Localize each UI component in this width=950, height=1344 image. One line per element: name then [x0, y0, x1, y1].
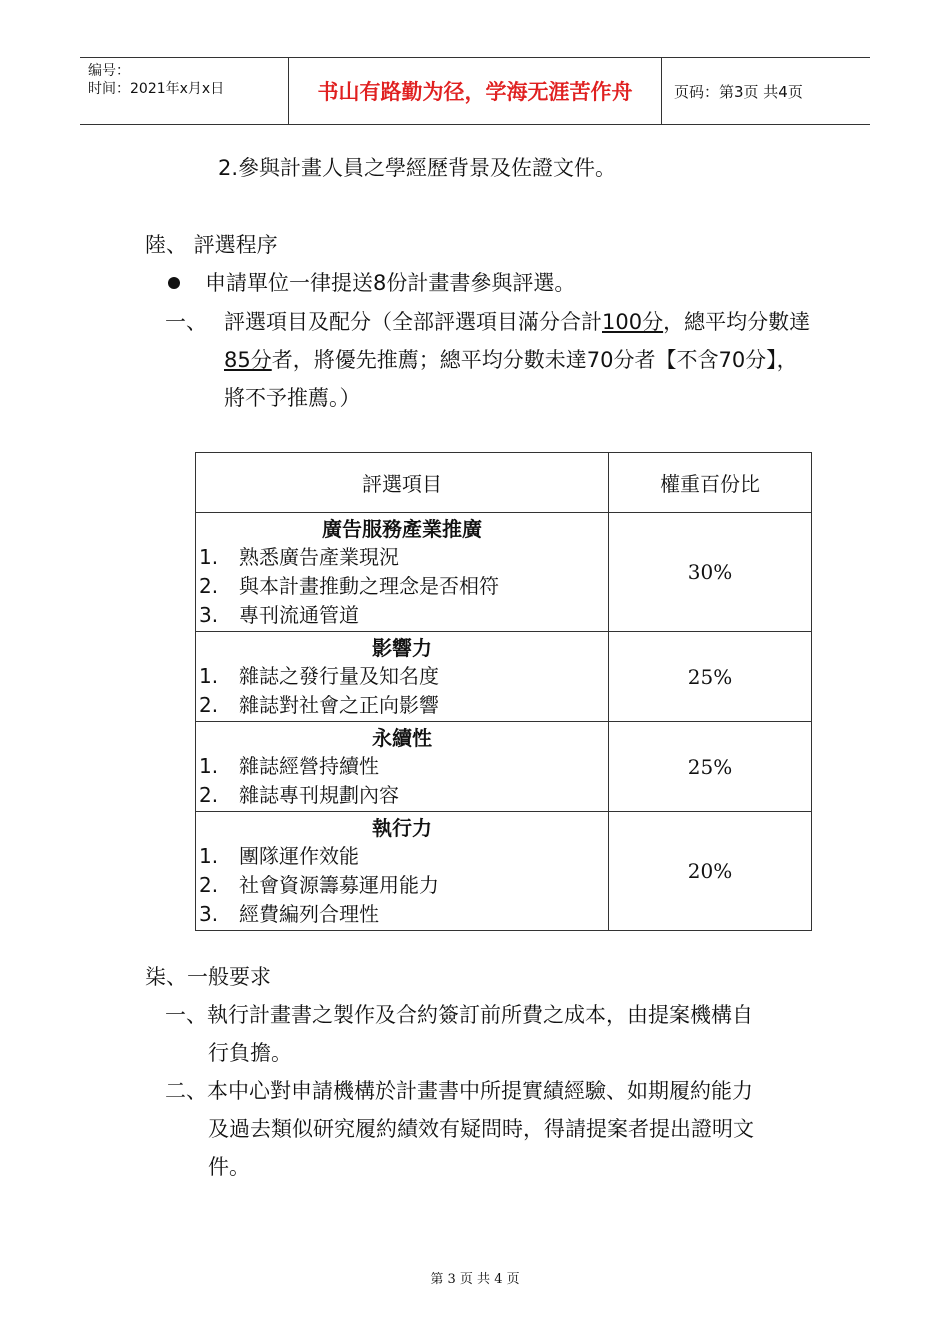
list-item-text: 雜誌經營持續性	[239, 754, 379, 778]
list-item-number: 2.	[199, 574, 219, 598]
section-6-title: 陸、 評選程序	[145, 233, 278, 257]
criteria-cell	[196, 632, 609, 722]
list-item-text: 專刊流通管道	[239, 603, 359, 627]
page-header	[80, 57, 870, 125]
list-item-number: 1.	[199, 754, 219, 778]
weight-cell: 20%	[609, 812, 812, 931]
list-item	[197, 572, 607, 601]
list-item-number: 1.	[199, 844, 219, 868]
requirement-1-line-1: 一、執行計畫書之製作及合約簽訂前所費之成本，由提案機構自	[165, 1003, 753, 1027]
list-item-text: 熟悉廣告產業現況	[239, 545, 399, 569]
list-item	[197, 601, 607, 630]
criteria-group-title: 執行力	[372, 816, 432, 840]
item-1-text-c: 者，將優先推薦；總平均分數未達70分者【不含70分】，	[271, 348, 798, 372]
item-1-line-1	[224, 307, 810, 337]
criteria-cell	[196, 513, 609, 632]
table-row	[196, 632, 812, 722]
list-item-number: 1.	[199, 664, 219, 688]
list-item-text: 與本計畫推動之理念是否相符	[239, 574, 499, 598]
list-item	[197, 662, 607, 691]
criteria-group-title: 影響力	[372, 636, 432, 660]
item-1-line-2	[224, 345, 798, 375]
list-item-text: 團隊運作效能	[239, 844, 359, 868]
priority-score-value: 85分	[224, 348, 272, 372]
list-item-number: 2.	[199, 873, 219, 897]
table-row	[196, 513, 812, 632]
list-item-text: 雜誌之發行量及知名度	[239, 664, 439, 688]
table-row	[196, 812, 812, 931]
list-item-text: 社會資源籌募運用能力	[239, 873, 439, 897]
list-item-number: 2.	[199, 783, 219, 807]
document-date: 时间：2021年x月x日	[88, 81, 225, 97]
requirement-1-line-2: 行負擔。	[208, 1041, 292, 1065]
table-row	[196, 722, 812, 812]
criteria-group-title: 永續性	[372, 726, 432, 750]
weight-cell: 25%	[609, 722, 812, 812]
section-7-title: 柒、一般要求	[145, 965, 271, 989]
column-header-weight: 權重百份比	[609, 453, 812, 513]
list-item	[197, 900, 607, 929]
header-meta	[80, 58, 288, 124]
list-item-text: 雜誌對社會之正向影響	[239, 693, 439, 717]
list-item-number: 3.	[199, 902, 219, 926]
requirement-2-line-3: 件。	[208, 1155, 250, 1179]
bullet-dot-icon	[168, 277, 180, 289]
header-page-code: 页码：第3页 共4页	[674, 82, 803, 101]
requirement-2-line-2: 及過去類似研究履約績效有疑問時，得請提案者提出證明文	[208, 1117, 754, 1141]
full-score-value: 100分	[602, 310, 664, 334]
weight-cell: 30%	[609, 513, 812, 632]
list-item-text: 經費編列合理性	[239, 902, 379, 926]
requirement-2-line-1: 二、本中心對申請機構於計畫書中所提實績經驗、如期履約能力	[165, 1079, 753, 1103]
item-1-prefix: 一、	[165, 310, 207, 334]
list-item	[197, 842, 607, 871]
header-motto: 书山有路勤为径，学海无涯苦作舟	[288, 58, 662, 124]
item-1-text-a: 評選項目及配分（全部評選項目滿分合計	[224, 310, 602, 334]
list-item	[197, 543, 607, 572]
list-item-text: 雜誌專刊規劃內容	[239, 783, 399, 807]
list-item-number: 1.	[199, 545, 219, 569]
criteria-cell	[196, 812, 609, 931]
document-number-label: 编号：	[88, 63, 130, 79]
list-item	[197, 752, 607, 781]
criteria-group-title: 廣告服務產業推廣	[322, 517, 482, 541]
item-1-line-3: 將不予推薦。）	[224, 386, 361, 410]
item-1-text-b: ，總平均分數達	[663, 310, 811, 334]
docs-line: 2.參與計畫人員之學經歷背景及佐證文件。	[218, 156, 617, 180]
evaluation-table	[195, 452, 812, 931]
page-footer: 第 3 页 共 4 页	[430, 1272, 520, 1287]
table-header-row	[196, 453, 812, 513]
list-item	[197, 871, 607, 900]
list-item	[197, 781, 607, 810]
list-item-number: 3.	[199, 603, 219, 627]
bullet-text: 申請單位一律提送8份計畫書參與評選。	[205, 271, 576, 295]
list-item	[197, 691, 607, 720]
weight-cell: 25%	[609, 632, 812, 722]
criteria-cell	[196, 722, 609, 812]
list-item-number: 2.	[199, 693, 219, 717]
column-header-item: 評選項目	[196, 453, 609, 513]
